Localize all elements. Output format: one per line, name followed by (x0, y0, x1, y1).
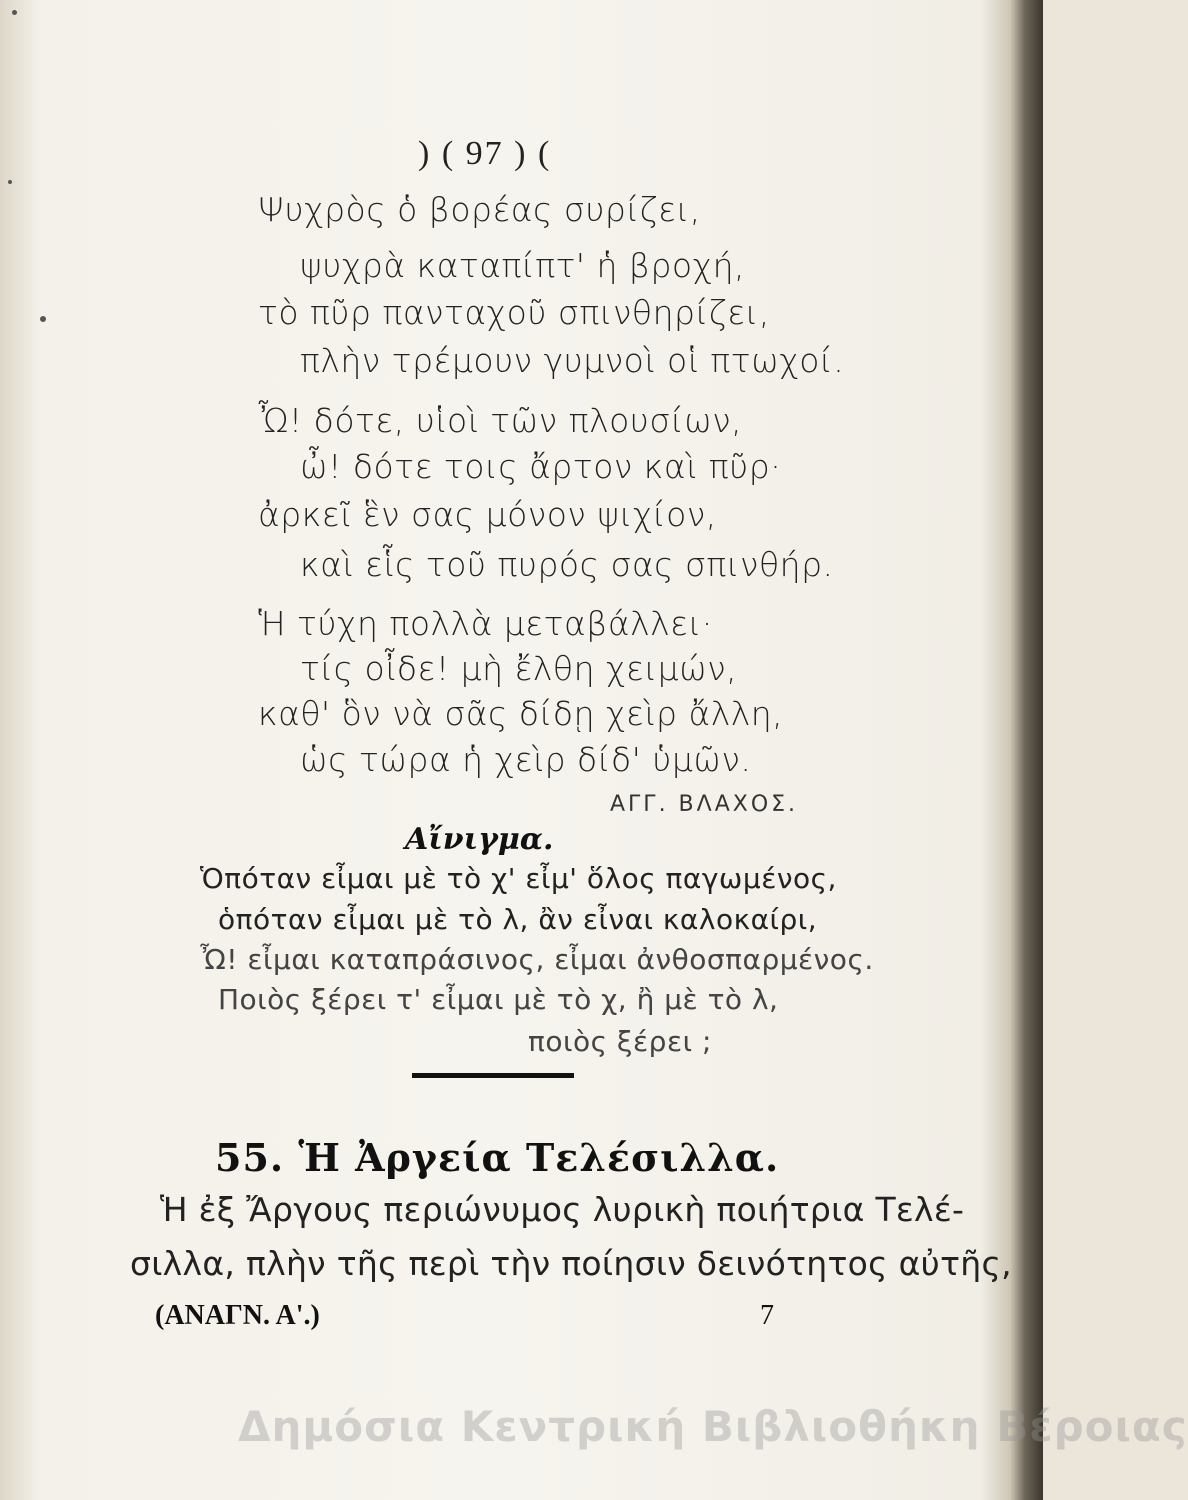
binding-hole (40, 316, 46, 322)
poem-line: ὡς τώρα ἡ χεὶρ δίδ' ὑμῶν. (300, 740, 752, 779)
poem-line: ψυχρὰ καταπίπτ' ἡ βροχή, (300, 246, 746, 285)
library-watermark: Δημόσια Κεντρική Βιβλιοθήκη Βέροιας (238, 1402, 1188, 1451)
poem-author: ΑΓΓ. ΒΛΑΧΟΣ. (610, 792, 799, 817)
binding-hole (8, 180, 12, 184)
poem-line: τίς οἶδε! μὴ ἔλθη χειμών, (300, 649, 738, 688)
poem-line: καθ' ὃν νὰ σᾶς δίδῃ χεὶρ ἄλλη, (258, 694, 784, 733)
gathering-number: 7 (760, 1300, 774, 1331)
riddle-line: ὁπόταν εἶμαι μὲ τὸ λ, ἂν εἶναι καλοκαίρι, (218, 903, 818, 936)
binding-hole (12, 10, 17, 15)
page-number: ) ( 97 ) ( (418, 135, 552, 172)
poem-line: Ὦ! δότε, υἱοὶ τῶν πλουσίων, (258, 401, 743, 440)
riddle-line: Ποιὸς ξέρει τ' εἶμαι μὲ τὸ χ, ἢ μὲ τὸ λ, (218, 983, 779, 1016)
section-text-line: σιλλα, πλὴν τῆς περὶ τὴν ποίησιν δεινότητος αὐτῆς, (130, 1244, 1012, 1283)
riddle-line: Ὦ! εἶμαι καταπράσινος, εἶμαι ἀνθοσπαρμένος. (200, 943, 874, 976)
poem-line: Ἡ τύχη πολλὰ μεταβάλλει· (258, 604, 713, 643)
poem-line: Ψυχρὸς ὁ βορέας συρίζει, (258, 190, 701, 229)
riddle-title: Αἴνιγμα. (405, 822, 554, 857)
section-text-line: Ἡ ἐξ Ἄργους περιώνυμος λυρικὴ ποιήτρια Τελέ- (160, 1190, 965, 1229)
poem-line: τὸ πῦρ πανταχοῦ σπινθηρίζει, (258, 293, 770, 332)
poem-line: ὦ! δότε τοις ἄρτον καὶ πῦρ· (300, 447, 782, 486)
poem-line: καὶ εἷς τοῦ πυρός σας σπινθήρ. (300, 545, 834, 584)
section-title: 55. Ἡ Ἀργεία Τελέσιλλα. (215, 1135, 780, 1180)
signature-mark: (ΑΝΑΓΝ. Α'.) (155, 1300, 320, 1331)
riddle-line: Ὁπόταν εἶμαι μὲ τὸ χ' εἶμ' ὅλος παγωμένος, (200, 862, 837, 895)
poem-line: ἀρκεῖ ἓν σας μόνον ψιχίον, (258, 495, 717, 534)
riddle-line: ποιὸς ξέρει ; (528, 1025, 712, 1058)
poem-line: πλὴν τρέμουν γυμνοὶ οἱ πτωχοί. (300, 341, 845, 380)
section-divider (412, 1073, 574, 1078)
